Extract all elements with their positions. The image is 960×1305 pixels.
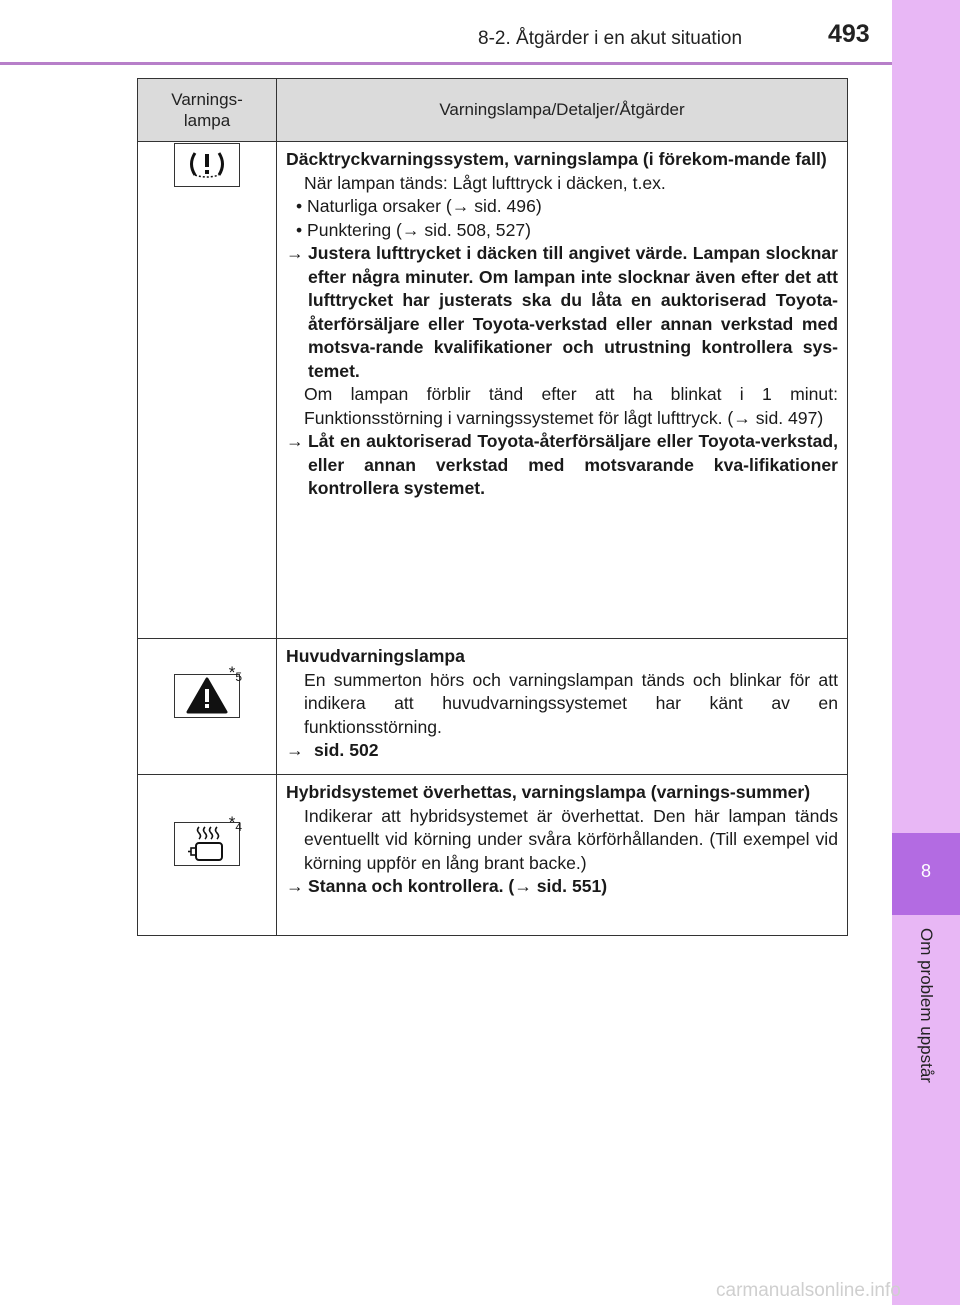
footnote-marker: $*_5$ — [228, 663, 242, 684]
table-row — [138, 775, 848, 936]
action-item — [286, 430, 838, 501]
action-text: sid. 502 — [314, 740, 379, 760]
column-header-details: Varningslampa/Detaljer/Åtgärder — [277, 79, 848, 142]
details-cell — [277, 639, 848, 775]
chapter-label: Om problem uppstår — [917, 928, 936, 1083]
action-text: Justera lufttrycket i däcken till angivet värde. Lampan slocknar efter några minuter. Om lampan inte slocknar även efter det att lufttrycket har justerats ska du låta en auktoriserad Toyota-återförsäljare eller Toyota-verkstad eller annan verkstad med motsva-rande kvalifikationer och utrustning kontrollera sys-temet. — [308, 243, 838, 381]
arrow-icon: → — [286, 876, 304, 896]
action-item — [286, 242, 838, 383]
lamp-cell — [138, 639, 277, 775]
list-item: • Naturliga orsaker (→ sid. 496) — [296, 196, 542, 216]
action-text: Låt en auktoriserad Toyota-återförsäljare eller Toyota-verkstad, eller annan verkstad med motsvarande kva-lifikationer kontrollera systemet. — [308, 431, 838, 498]
lamp-title: Hybridsystemet överhettas, varningslampa (varnings-summer) — [286, 782, 811, 802]
action-text: Stanna och kontrollera. (→ sid. 551) — [308, 876, 608, 896]
table-row — [138, 142, 848, 639]
action-item — [286, 875, 838, 899]
page-number: 493 — [828, 20, 870, 48]
watermark: carmanualsonline.info — [716, 1280, 901, 1301]
header-rule — [0, 62, 892, 65]
arrow-icon: → — [286, 243, 304, 263]
arrow-icon: → — [286, 431, 304, 451]
column-header-lamp: Varnings- lampa — [138, 79, 277, 142]
lamp-title: Däcktryckvarningssystem, varningslampa (i förekom-mande fall) — [286, 149, 827, 169]
action-item — [286, 739, 838, 763]
table-row — [138, 639, 848, 775]
lamp-description: Indikerar att hybridsystemet är överhettat. Den här lampan tänds eventuellt vid körning under svåra körförhållanden. (Till exempel vid körning uppför en lång brant backe.) — [304, 805, 838, 873]
chapter-tab[interactable] — [892, 833, 960, 915]
list-item: • Punktering (→ sid. 508, 527) — [296, 219, 531, 240]
arrow-icon: → — [286, 740, 304, 760]
lamp-cell — [138, 142, 277, 639]
table-header-row — [138, 79, 848, 142]
lamp-description: När lampan tänds: Lågt lufttryck i däcken, t.ex. — [304, 172, 666, 193]
warning-lamp-table — [137, 78, 848, 936]
lamp-cell — [138, 775, 277, 936]
tire-pressure-warning-icon — [174, 143, 240, 187]
section-title: 8-2. Åtgärder i en akut situation — [478, 28, 743, 49]
lamp-title: Huvudvarningslampa — [286, 646, 465, 666]
details-cell — [277, 142, 848, 639]
footnote-marker: $*_4$ — [228, 813, 242, 834]
details-cell — [277, 775, 848, 936]
lamp-description: Om lampan förblir tänd efter att ha blinkat i 1 minut: Funktionsstörning i varningssystemet för lågt lufttryck. (→ sid. 497) — [304, 384, 838, 428]
lamp-description: En summerton hörs och varningslampan tänds och blinkar för att indikera att huvudvarningssystemet har känt av en funktionsstörning. — [304, 669, 838, 737]
chapter-number: 8 — [920, 861, 931, 881]
